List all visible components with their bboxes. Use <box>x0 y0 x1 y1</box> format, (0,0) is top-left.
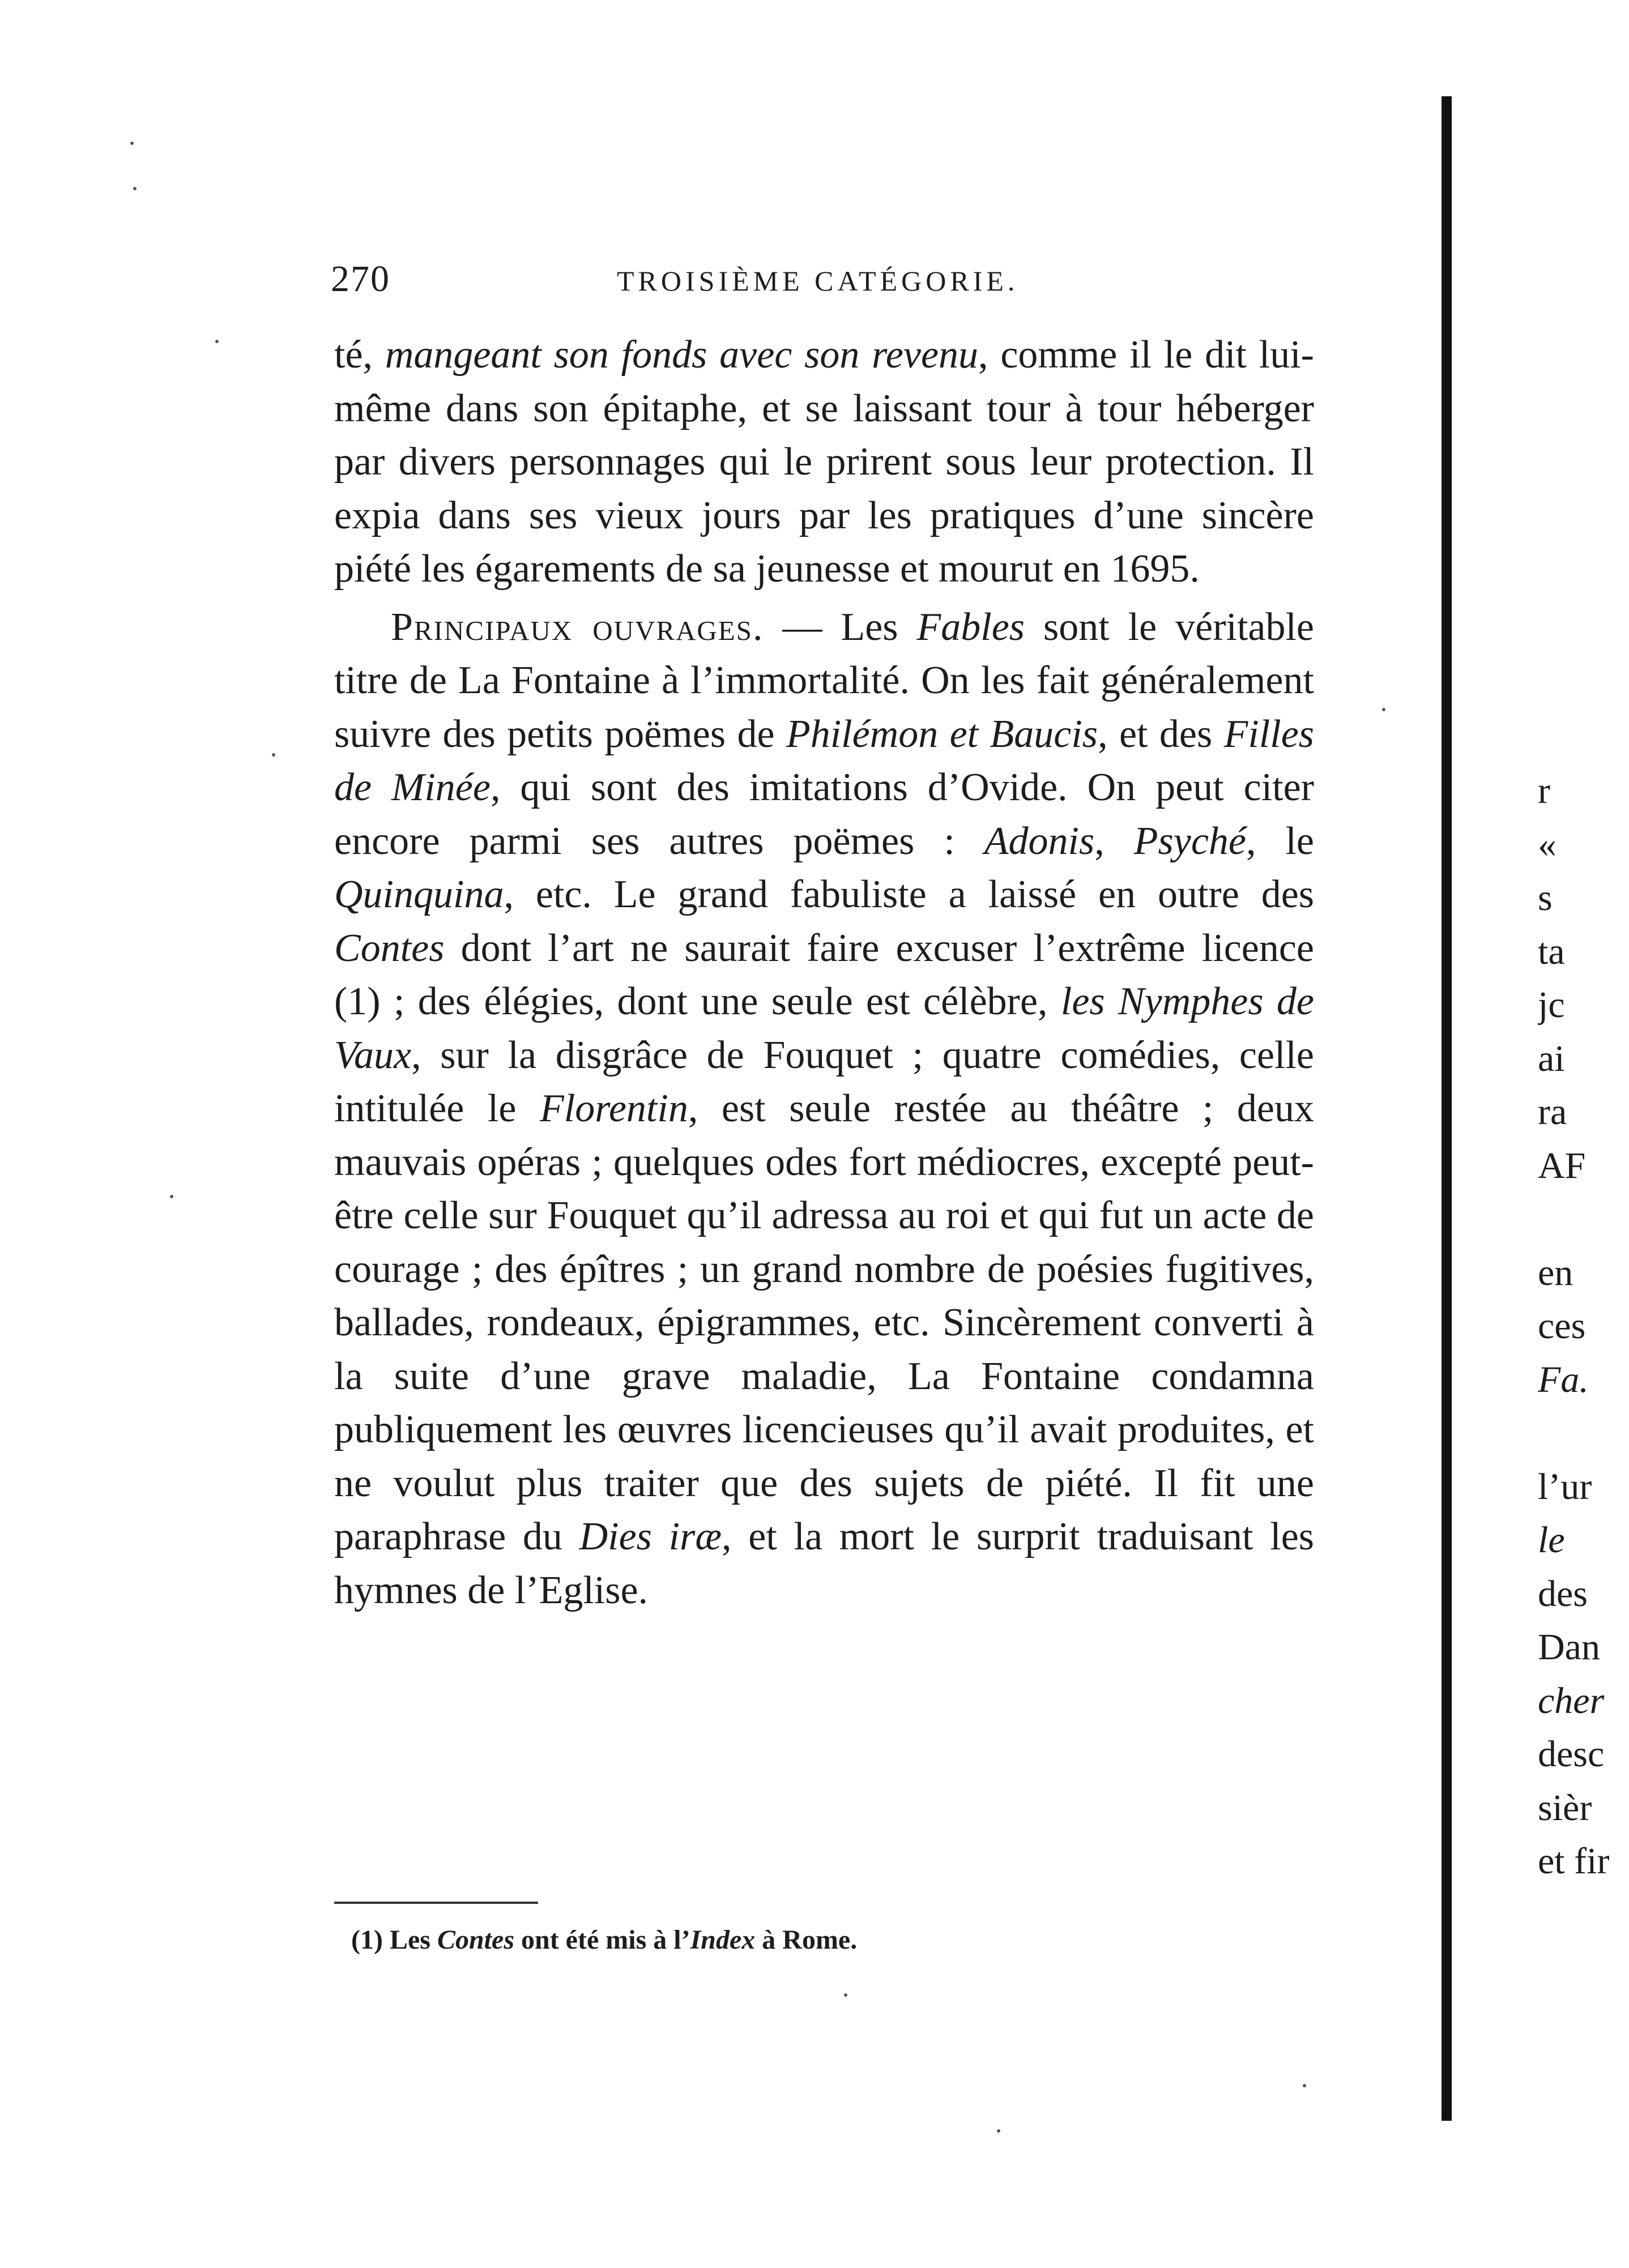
running-head: TROISIÈME CATÉGORIE. <box>617 265 1019 297</box>
paragraph-epitaph: té, mangeant son fonds avec son revenu, comme il le dit lui-même dans son épitaphe, et se laissant tour à tour héberger par divers personnages qui le prirent sous leur protection. Il expia dans ses vieux jours par les pratiques d’une sincère piété les égarements de sa jeunesse et mourut en 1695. <box>334 333 1314 591</box>
adjacent-page-fragment-line: cher <box>1538 1680 1605 1722</box>
paragraph-principal-works: Principaux ouvrages. — Les Fables sont le véritable titre de La Fontaine à l’immortalité. On les fait généralement suivre des petits poëmes de Philémon et Baucis, et des Filles de Minée, qui sont des imitations d’Ovide. On peut citer encore parmi ses autres poëmes : Adonis, Psyché, le Quinquina, etc. Le grand fabuliste a laissé en outre des Contes dont l’art ne saurait faire excuser l’extrême licence (1) ; des élégies, dont une seule est célèbre, les Nymphes de Vaux, sur la disgrâce de Fouquet ; quatre comédies, celle intitulée le Florentin, est seule restée au théâtre ; deux mauvais opéras ; quelques odes fort médiocres, excepté peut-être celle sur Fouquet qu’il adressa au roi et qui fut un acte de courage ; des épîtres ; un grand nombre de poésies fugitives, ballades, rondeaux, épigrammes, etc. Sincèrement converti à la suite d’une grave maladie, La Fontaine condamna publiquement les œuvres licencieuses qu’il avait produites, et ne voulut plus traiter que des sujets de piété. Il fit une paraphrase du Dies iræ, et la mort le surprit traduisant les hymnes de l’Eglise. <box>334 605 1315 1612</box>
adjacent-page-fragment-line: AF <box>1538 1144 1586 1186</box>
title-contes: Contes <box>334 926 445 970</box>
adjacent-page-fragment-line: des <box>1538 1573 1588 1614</box>
scan-speck <box>170 1195 173 1198</box>
adjacent-page-fragment-line: s <box>1538 877 1553 919</box>
adjacent-page-fragment-line: et fir <box>1538 1840 1610 1882</box>
adjacent-page-fragment-line: Dan <box>1538 1626 1600 1668</box>
adjacent-page-fragment-line: ai <box>1538 1037 1565 1079</box>
scan-speck <box>130 142 134 145</box>
scan-speck <box>997 2129 1000 2133</box>
adjacent-page-fragment-line <box>1538 1193 1628 1246</box>
adjacent-page-fragment-line: sièr <box>1538 1787 1592 1829</box>
title-philemon-baucis: Philémon et Baucis <box>786 712 1098 756</box>
adjacent-page-fragment-line: en <box>1538 1252 1573 1293</box>
footnote-rule <box>334 1902 538 1904</box>
adjacent-page-fragment-line: r <box>1538 770 1550 811</box>
body-text <box>334 328 1314 1617</box>
page-number: 270 <box>331 258 390 300</box>
adjacent-page-fragment-line: l’ur <box>1538 1466 1592 1507</box>
scan-speck <box>844 1993 847 1997</box>
scan-speck <box>1303 2084 1306 2087</box>
adjacent-page-fragment-line: le <box>1538 1519 1565 1561</box>
title-psyche: Psyché <box>1133 819 1246 863</box>
scan-speck <box>272 753 275 757</box>
title-adonis: Adonis <box>984 819 1095 863</box>
scan-speck <box>1382 708 1385 711</box>
page-gutter-divider <box>1442 96 1452 2121</box>
adjacent-page-fragment <box>1538 764 1628 1889</box>
adjacent-page-fragment-line: jc <box>1538 984 1565 1026</box>
adjacent-page-fragment-line: ces <box>1538 1305 1586 1347</box>
title-florentin: Florentin <box>540 1087 688 1130</box>
title-fables: Fables <box>916 605 1025 649</box>
adjacent-page-fragment-line: Fa. <box>1538 1359 1589 1400</box>
scan-speck <box>133 187 137 190</box>
quote-epitaph: mangeant son fonds avec son revenu <box>385 333 979 377</box>
adjacent-page-fragment-line <box>1538 1407 1628 1460</box>
scan-speck <box>215 340 219 343</box>
title-filles-de-minee: Filles de Minée <box>334 712 1315 809</box>
footnote: (1) Les Contes ont été mis à l’Index à Rome. <box>351 1925 858 1955</box>
page-header <box>331 258 1311 309</box>
adjacent-page-fragment-line: ra <box>1538 1091 1567 1133</box>
adjacent-page-fragment-line: ta <box>1538 930 1565 972</box>
title-quinquina: Quinquina <box>334 873 504 916</box>
adjacent-page-fragment-line: « <box>1538 823 1556 865</box>
section-lead: Principaux ouvrages. <box>391 605 764 649</box>
title-nymphes-de-vaux: les Nymphes de Vaux <box>334 980 1314 1077</box>
title-dies-irae: Dies iræ <box>579 1515 722 1558</box>
adjacent-page-fragment-line: desc <box>1538 1733 1605 1775</box>
